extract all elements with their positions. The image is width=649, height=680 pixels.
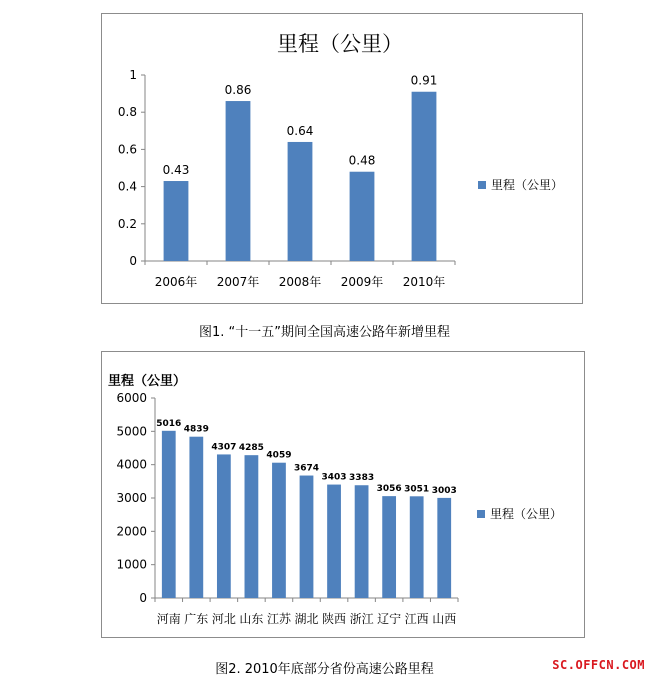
- chart2-ytick-label: 2000: [116, 524, 147, 539]
- chart2-bar: [437, 498, 451, 598]
- chart2-category-label: 河北: [211, 612, 236, 626]
- chart1-data-label: 0.48: [348, 153, 376, 168]
- chart2-data-label: 3051: [404, 484, 430, 495]
- chart1-title: 里程（公里）: [277, 32, 403, 56]
- chart2-legend-swatch: [477, 510, 485, 518]
- chart1-ytick-label: 0.2: [117, 216, 137, 231]
- chart2-category-label: 湖北: [294, 612, 319, 626]
- chart2-data-label: 3056: [376, 484, 402, 495]
- chart2-category-label: 江西: [404, 612, 429, 626]
- chart2-data-label: 3403: [321, 472, 347, 483]
- chart2-bar: [410, 496, 424, 598]
- chart1-ytick-label: 1: [129, 68, 137, 82]
- watermark: SC.OFFCN.COM: [552, 658, 645, 672]
- chart2-data-label: 5016: [156, 418, 182, 429]
- chart2-data-label: 4839: [183, 424, 209, 435]
- chart2-bar: [300, 476, 314, 598]
- chart2-category-label: 河南: [156, 612, 181, 626]
- chart2-bar: [382, 496, 396, 598]
- chart2-ytick-label: 3000: [116, 491, 147, 505]
- chart2-data-label: 3383: [349, 473, 375, 484]
- chart2-data-label: 4307: [211, 442, 237, 453]
- chart2-category-label: 陕西: [322, 612, 347, 626]
- chart1-category-label: 2009年: [340, 275, 384, 289]
- chart1-category-label: 2010年: [402, 275, 446, 289]
- chart1-legend-label: 里程（公里）: [491, 178, 564, 192]
- chart2-category-label: 山西: [432, 612, 457, 626]
- chart1-ytick-label: 0: [129, 254, 137, 268]
- chart2-bar: [272, 463, 286, 598]
- chart2-title: 里程（公里）: [108, 374, 187, 389]
- chart1-ytick-label: 0.4: [117, 179, 137, 194]
- chart2-legend-label: 里程（公里）: [490, 507, 563, 521]
- chart2-bar: [189, 437, 203, 598]
- chart1-data-label: 0.64: [286, 123, 314, 138]
- chart2-ytick-label: 6000: [116, 391, 147, 405]
- chart2-data-label: 4059: [266, 450, 292, 461]
- chart2-bar: [327, 485, 341, 598]
- figure1-caption: 图1. “十一五”期间全国高速公路年新增里程: [198, 325, 450, 340]
- chart2-bar: [355, 485, 369, 598]
- chart1-category-label: 2007年: [216, 275, 260, 289]
- chart1-category-label: 2008年: [278, 275, 322, 289]
- chart2-category-label: 浙江: [349, 612, 374, 626]
- chart2-ytick-label: 4000: [116, 457, 147, 472]
- chart1-ytick-label: 0.8: [117, 105, 137, 120]
- chart2-data-label: 3674: [293, 463, 320, 474]
- chart2-bar: [245, 455, 259, 598]
- chart1-category-label: 2006年: [154, 275, 198, 289]
- chart2-ytick-label: 1000: [116, 557, 147, 572]
- chart2-bar: [162, 431, 176, 598]
- chart2-category-label: 广东: [184, 612, 209, 626]
- chart1-data-label: 0.91: [410, 73, 438, 88]
- figure2-caption: 图2. 2010年底部分省份高速公路里程: [215, 662, 434, 677]
- chart1-ytick-label: 0.6: [117, 142, 137, 157]
- chart2-category-label: 辽宁: [377, 612, 402, 626]
- chart2-bar: [217, 454, 231, 598]
- chart2-data-label: 4285: [238, 443, 264, 454]
- chart2-ytick-label: 0: [139, 591, 147, 605]
- chart2-category-label: 山东: [239, 612, 264, 626]
- chart1-data-label: 0.86: [224, 83, 252, 98]
- chart2-category-label: 江苏: [266, 612, 291, 626]
- chart1-data-label: 0.43: [162, 163, 190, 178]
- chart2-ytick-label: 5000: [116, 424, 147, 439]
- chart2-data-label: 3003: [431, 485, 457, 496]
